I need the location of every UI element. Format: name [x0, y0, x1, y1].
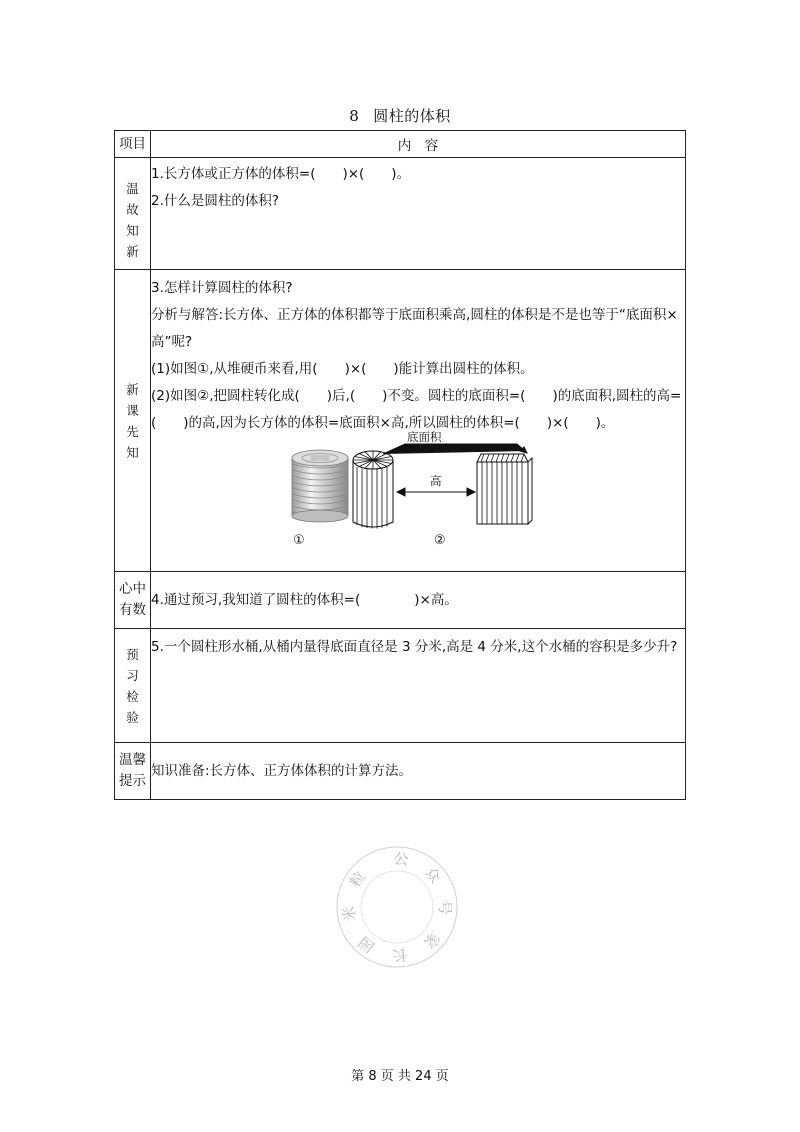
- lesson-table: [114, 130, 686, 800]
- caption-figure-2: ②: [434, 533, 446, 548]
- row-tips: [115, 743, 686, 800]
- base-area-pointer: [383, 444, 527, 454]
- label-check: 预 习 检 验: [115, 629, 151, 743]
- new-p2: (2)如图②,把圆柱转化成( )后,( )不变。圆柱的底面积=( )的底面积,圆柱的高=( )的高,因为长方体的体积=底面积×高,所以圆柱的体积=( )×( )。: [151, 388, 682, 431]
- label-height: 高: [430, 474, 442, 488]
- review-q2: 2.什么是圆柱的体积?: [151, 193, 280, 209]
- content-tips: [151, 743, 686, 800]
- rearranged-cuboid-icon: [477, 454, 532, 524]
- header-content: 内 容: [151, 131, 686, 158]
- page-footer: 第 8 页 共 24 页: [351, 1069, 449, 1084]
- double-arrow-icon: [397, 488, 475, 496]
- content-review: [151, 158, 686, 270]
- label-new: 新 课 先 知: [115, 270, 151, 572]
- content-check: [151, 629, 686, 743]
- check-q5: 5.一个圆柱形水桶,从桶内量得底面直径是 3 分米,高是 4 分米,这个水桶的容积是多少升?: [151, 639, 678, 655]
- header-row: [115, 131, 686, 158]
- stamp-char: 家: [420, 928, 444, 952]
- cylinder-figure-svg: [151, 441, 673, 555]
- label-tips: 温馨 提示: [115, 743, 151, 800]
- cylinder-figure: [151, 430, 685, 555]
- watermark-stamp-icon: [330, 840, 464, 974]
- row-check: [115, 629, 686, 743]
- stamp-char: 长: [391, 945, 409, 965]
- row-review: [115, 158, 686, 270]
- caption-figure-1: ①: [293, 533, 305, 548]
- label-review: 温 故 知 新: [115, 158, 151, 270]
- coin-stack-icon: [292, 450, 348, 522]
- header-project: 项目: [115, 131, 151, 158]
- stamp-char: 公: [392, 849, 410, 869]
- new-analysis: 分析与解答:长方体、正方体的体积都等于底面积乘高,圆柱的体积是不是也等于“底面积×高”呢?: [151, 307, 678, 350]
- review-q1: 1.长方体或正方体的体积=( )×( )。: [151, 166, 411, 182]
- title-number: 8: [349, 107, 360, 125]
- stamp-char: 园: [355, 932, 379, 956]
- tips-line: 知识准备:长方体、正方体体积的计算方法。: [151, 762, 413, 779]
- title-text: 圆柱的体积: [373, 107, 451, 125]
- new-q3: 3.怎样计算圆柱的体积?: [151, 280, 293, 296]
- stamp-char: 粒: [346, 868, 370, 891]
- content-heart: [151, 572, 686, 629]
- sliced-cylinder-icon: [353, 451, 393, 529]
- stamp-char: 号: [435, 899, 455, 916]
- stamp-char: 众: [420, 863, 445, 887]
- heart-q4: 4.通过预习,我知道了圆柱的体积=( )×高。: [151, 591, 458, 608]
- label-heart: 心中 有数: [115, 572, 151, 629]
- row-new: [115, 270, 686, 572]
- content-new: [151, 270, 686, 572]
- row-heart: [115, 572, 686, 629]
- page-title: [0, 105, 800, 126]
- label-base-area: 底面积: [407, 430, 442, 444]
- new-p1: (1)如图①,从堆硬币来看,用( )×( )能计算出圆柱的体积。: [151, 361, 534, 377]
- stamp-char: 米: [339, 904, 360, 923]
